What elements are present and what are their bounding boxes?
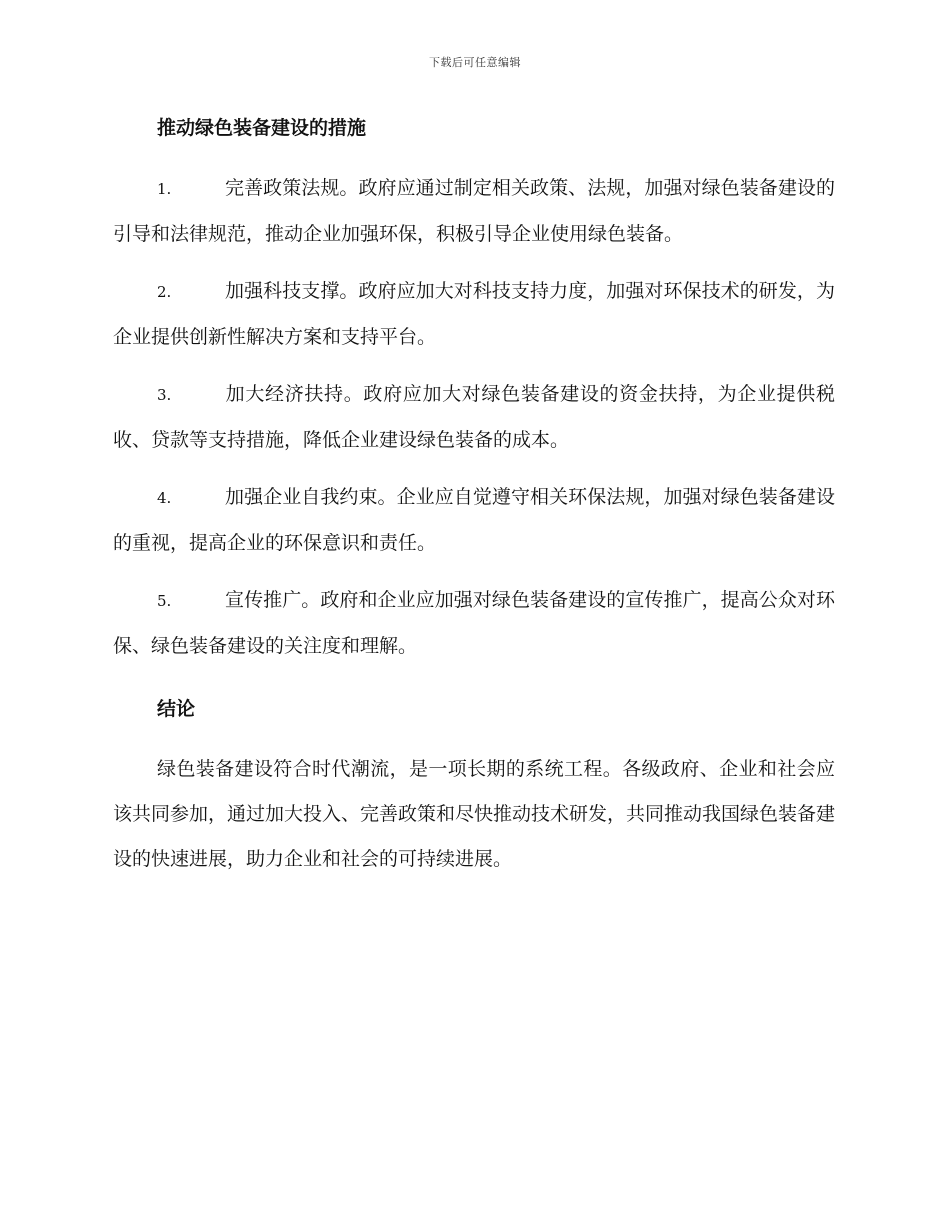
section-heading-measures: 推动绿色装备建设的措施: [157, 117, 367, 139]
list-item-number: 4.: [157, 489, 172, 507]
list-item-text: 加大经济扶持。政府应加大对绿色装备建设的资金扶持，为企业提供税收、贷款等支持措施，降低企业建设绿色装备的成本。: [113, 383, 835, 451]
list-item-number: 5.: [157, 592, 172, 610]
list-item-text: 加强科技支撑。政府应加大对科技支持力度，加强对环保技术的研发，为企业提供创新性解决方案和支持平台。: [113, 280, 835, 348]
conclusion-paragraph: 绿色装备建设符合时代潮流，是一项长期的系统工程。各级政府、企业和社会应该共同参加，通过加大投入、完善政策和尽快推动技术研发，共同推动我国绿色装备建设的快速进展，助力企业和社会的可持续进展。: [113, 758, 836, 870]
list-item-number: 1.: [157, 180, 172, 198]
document-content: [113, 112, 835, 882]
list-item: [113, 166, 835, 257]
list-item-number: 3.: [157, 386, 172, 404]
header-note: 下载后可任意编辑: [429, 56, 521, 69]
list-item-text: 完善政策法规。政府应通过制定相关政策、法规，加强对绿色装备建设的引导和法律规范，推动企业加强环保，积极引导企业使用绿色装备。: [113, 177, 835, 245]
list-item-text: 加强企业自我约束。企业应自觉遵守相关环保法规，加强对绿色装备建设的重视，提高企业的环保意识和责任。: [113, 486, 835, 554]
list-item: [113, 578, 835, 669]
list-item: [113, 269, 835, 360]
section-heading-conclusion: 结论: [157, 698, 196, 720]
list-item: [113, 475, 835, 566]
list-item-number: 2.: [157, 283, 172, 301]
list-item-text: 宣传推广。政府和企业应加强对绿色装备建设的宣传推广，提高公众对环保、绿色装备建设的关注度和理解。: [113, 589, 835, 657]
list-item: [113, 372, 835, 463]
